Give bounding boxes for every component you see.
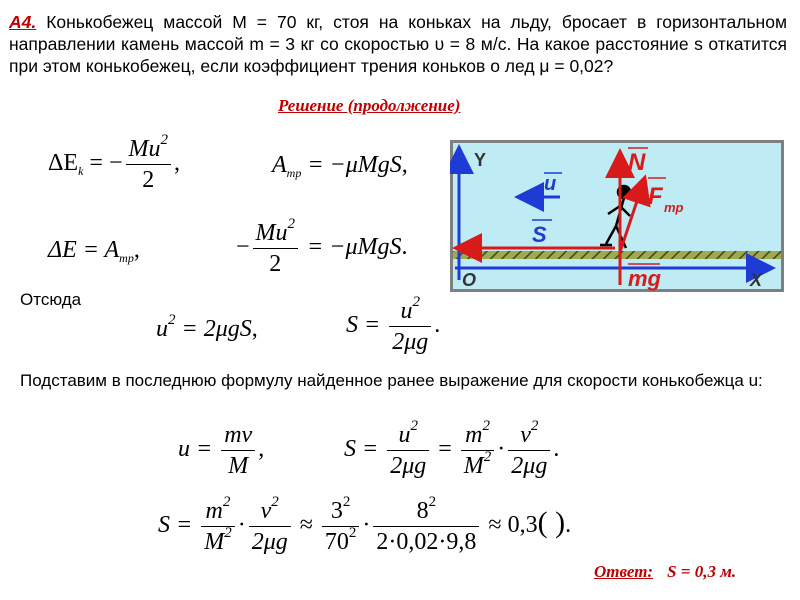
- formula-u-squared: $u^2 = 2\mu gS$,: [156, 312, 258, 342]
- normal-force-label: N: [628, 149, 646, 176]
- formula-s-from-u: S = $\frac{u^2}{2\mu g}$ .: [346, 294, 441, 355]
- x-axis-label: X: [750, 270, 763, 290]
- solution-title: Решение (продолжение): [278, 96, 461, 115]
- text-otsyuda: Отсюда: [20, 290, 82, 309]
- answer-value: S = 0,3 м.: [667, 562, 737, 581]
- formula-s-expanded: S = $\frac{u^2}{2\mu g}$ = $\frac{m^2}{M^2}$ · $\frac{v^2}{2\mu g}$ .: [344, 418, 560, 479]
- displacement-s-label: S: [532, 222, 547, 247]
- text-substitute: Подставим в последнюю формулу найденное ранее выражение для скорости конькобежца u:: [20, 371, 763, 390]
- formula-s-numeric: S = $\frac{m^2}{M^2}$ · $\frac{v^2}{2\mu g}$ ≈ $\frac{3^2}{70^2}$ · $\frac{8^2}{2\cdot 0,02\cdot 9,8}$ ≈ 0,3( ).: [158, 494, 572, 555]
- velocity-u-label: u: [544, 173, 557, 195]
- skater-diagram: [450, 140, 784, 292]
- formula-friction-work: $A_{тр} = -\mu MgS$,: [272, 152, 408, 180]
- ice-surface: [453, 251, 781, 259]
- formula-energy-balance: − $\frac{Mu^2}{2}$ = −μMgS.: [236, 216, 408, 277]
- formula-energy-equals-work: $\Delta E = A_{тр}$,: [48, 237, 140, 265]
- answer: [594, 562, 736, 582]
- gravity-label: mg: [628, 266, 661, 291]
- svg-text:тр: тр: [664, 200, 684, 215]
- problem-number: А4.: [9, 12, 37, 32]
- formula-delta-ek: $\Delta E_k$ = − $\frac{Mu^2}{2}$ ,: [48, 132, 180, 193]
- y-axis-label: Y: [474, 150, 487, 170]
- formula-u-momentum: u = $\frac{mv}{M}$ ,: [178, 422, 265, 479]
- problem-text: Конькобежец массой M = 70 кг, стоя на коньках на льду, бросает в горизонтальном направлении камень массой m = 3 кг со скоростью υ = 8 м/с. На какое расстояние s откатится при этом конькобежец, если коэффициент трения коньков о лед μ = 0,02?: [9, 12, 787, 76]
- friction-force-label: F: [648, 183, 663, 210]
- origin-label: O: [462, 270, 477, 290]
- answer-label: Ответ:: [594, 562, 654, 581]
- problem-statement: [9, 11, 787, 77]
